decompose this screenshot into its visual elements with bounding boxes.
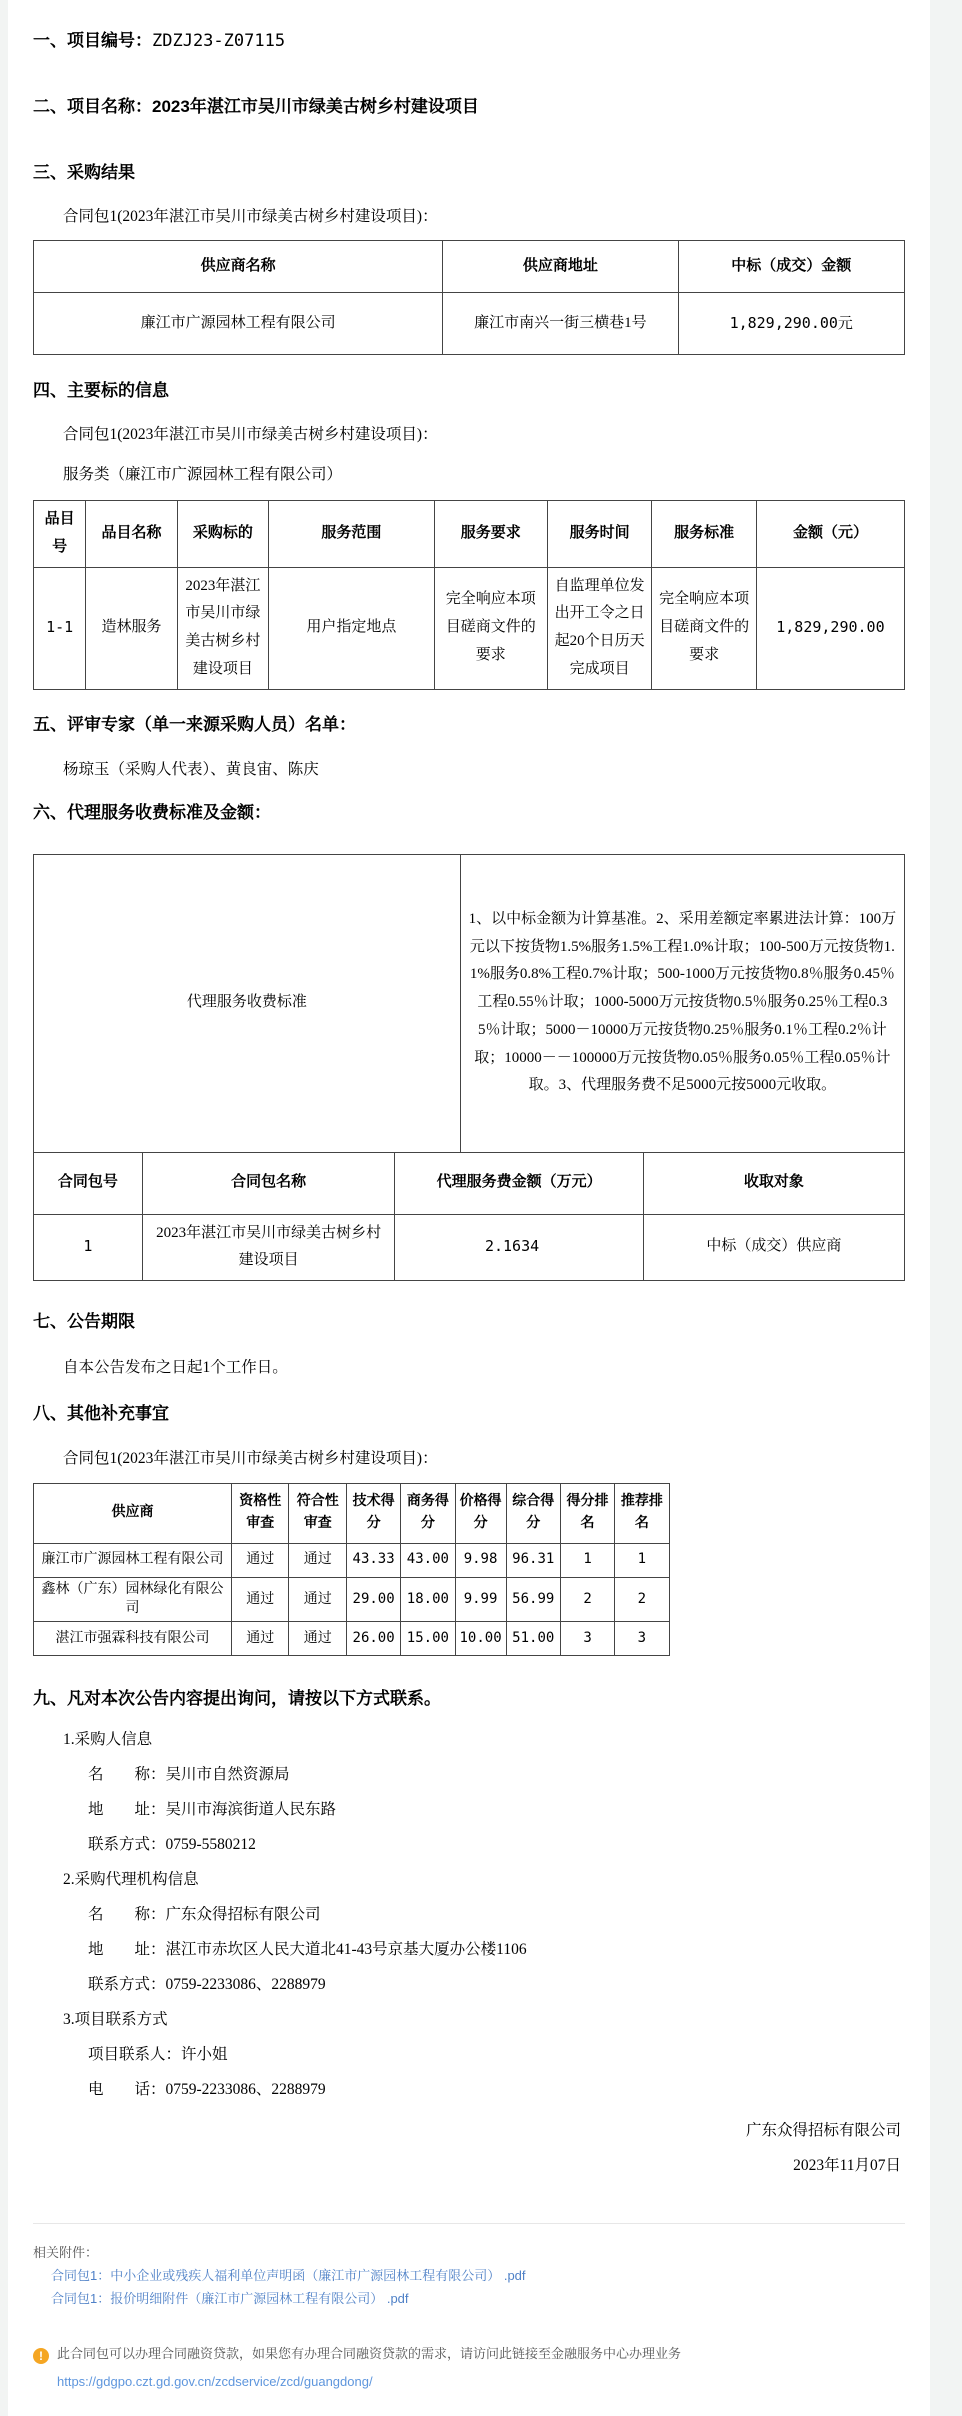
project-contact-person: 项目联系人：许小姐 [88,2045,228,2063]
review-qualification-cell: 通过 [232,1577,289,1621]
fee-col-package-name: 合同包名称 [142,1152,395,1214]
announcement-card [8,0,930,2416]
purchaser-info-label: 1.采购人信息 [63,1730,153,1748]
purchaser-name: 名 称：吴川市自然资源局 [88,1765,290,1783]
fee-package-name-cell: 2023年湛江市吴川市绿美古树乡村建设项目 [142,1214,395,1281]
result-package-line: 合同包1(2023年湛江市吴川市绿美古树乡村建设项目)： [63,208,438,225]
review-qualification-cell: 通过 [232,1621,289,1655]
warning-icon: ! [33,2348,49,2364]
review-col-total: 综合得分 [506,1484,560,1544]
project-name-value: 2023年湛江市吴川市绿美古树乡村建设项目 [152,97,479,116]
attachment-item [51,2264,905,2287]
review-score-rank-cell: 3 [560,1621,614,1655]
fee-col-payer: 收取对象 [643,1152,904,1214]
review-conformity-cell: 通过 [289,1621,346,1655]
review-col-price: 价格得分 [455,1484,506,1544]
review-technical-cell: 43.33 [346,1543,400,1577]
subject-col-standard: 服务标准 [652,501,757,568]
section-supplementary-heading: 八、其他补充事宜 [33,1404,169,1423]
review-recommend-rank-cell: 3 [615,1621,669,1655]
subject-col-item-name: 品目名称 [86,501,177,568]
item-name-cell: 造林服务 [86,567,177,689]
result-table [33,240,905,355]
finance-notice-url-row [57,2372,905,2392]
fee-col-fee-amount: 代理服务费金额（万元） [395,1152,643,1214]
agency-fee-header-row [34,1152,905,1214]
fee-amount-cell: 2.1634 [395,1214,643,1281]
review-total-cell: 96.31 [506,1543,560,1577]
subject-table-row [34,567,905,689]
review-technical-cell: 26.00 [346,1621,400,1655]
subject-category-line: 服务类（廉江市广源园林工程有限公司） [63,466,343,483]
result-col-award-amount: 中标（成交）金额 [678,241,904,293]
agency-phone: 联系方式：0759-2233086、2288979 [88,1975,326,1993]
purchaser-address: 地 址：吴川市海滨街道人民东路 [88,1800,337,1818]
section-notice-period-heading: 七、公告期限 [33,1312,135,1331]
attachment-item [51,2287,905,2310]
section-subject-info-heading: 四、主要标的信息 [33,381,169,400]
section-project-number [33,30,905,52]
review-score-rank-cell: 2 [560,1577,614,1621]
notice-period-body: 自本公告发布之日起1个工作日。 [63,1359,288,1376]
target-cell: 2023年湛江市吴川市绿美古树乡村建设项目 [177,567,268,689]
review-row-2 [34,1577,670,1621]
review-conformity-cell: 通过 [289,1577,346,1621]
agency-info-label: 2.采购代理机构信息 [63,1870,199,1888]
review-col-technical: 技术得分 [346,1484,400,1544]
attachments-label: 相关附件： [33,2244,99,2260]
standard-cell: 完全响应本项目磋商文件的要求 [652,567,757,689]
section-procurement-result-heading: 三、采购结果 [33,163,135,182]
agency-fee-standard-row [34,854,905,1152]
review-total-cell: 51.00 [506,1621,560,1655]
review-technical-cell: 29.00 [346,1577,400,1621]
review-price-cell: 9.98 [455,1543,506,1577]
review-supplier-cell: 廉江市广源园林工程有限公司 [34,1543,232,1577]
review-score-table [33,1483,670,1656]
section-project-name [33,96,905,118]
agency-fee-standard-table [33,854,905,1153]
signature-company: 广东众得招标有限公司 [745,2121,901,2139]
subject-table [33,500,905,690]
attachment-link-2[interactable]: 合同包1：报价明细附件（廉江市广源园林工程有限公司） .pdf [51,2290,409,2306]
review-business-cell: 18.00 [401,1577,455,1621]
review-score-rank-cell: 1 [560,1543,614,1577]
review-supplier-cell: 鑫林（广东）园林绿化有限公司 [34,1577,232,1621]
review-header-row [34,1484,670,1544]
section-experts-heading: 五、评审专家（单一来源采购人员）名单： [33,714,356,734]
review-business-cell: 43.00 [401,1543,455,1577]
review-row-1 [34,1543,670,1577]
review-col-recommend-rank: 推荐排名 [615,1484,669,1544]
result-table-header-row [34,241,905,293]
review-total-cell: 56.99 [506,1577,560,1621]
review-row-3 [34,1621,670,1655]
review-recommend-rank-cell: 1 [615,1543,669,1577]
finance-service-link[interactable]: https://gdgpo.czt.gd.gov.cn/zcdservice/zcd/guangdong/ [57,2373,373,2389]
result-table-row [34,293,905,355]
scope-cell: 用户指定地点 [269,567,434,689]
review-col-conformity: 符合性审查 [289,1484,346,1544]
review-col-score-rank: 得分排名 [560,1484,614,1544]
subject-col-time: 服务时间 [547,501,652,568]
review-supplier-cell: 湛江市强霖科技有限公司 [34,1621,232,1655]
experts-list: 杨琼玉（采购人代表）、黄良宙、陈庆 [63,760,319,778]
finance-notice-text: 此合同包可以办理合同融资贷款，如果您有办理合同融资贷款的需求，请访问此链接至金融服务中心办理业务 [57,2345,682,2361]
agency-address: 地 址：湛江市赤坎区人民大道北41-43号京基大厦办公楼1106 [88,1940,527,1958]
supplier-name-cell: 廉江市广源园林工程有限公司 [34,293,443,355]
subject-col-target: 采购标的 [177,501,268,568]
project-contact-label: 3.项目联系方式 [63,2010,168,2028]
signature-block [33,2113,901,2183]
section-agency-fee-heading: 六、代理服务收费标准及金额： [33,802,271,822]
agency-name: 名 称：广东众得招标有限公司 [88,1905,321,1923]
finance-notice [33,2344,905,2364]
signature-date: 2023年11月07日 [793,2156,901,2174]
fee-standard-label-cell: 代理服务收费标准 [34,854,461,1152]
fee-payer-cell: 中标（成交）供应商 [643,1214,904,1281]
review-recommend-rank-cell: 2 [615,1577,669,1621]
review-col-business: 商务得分 [401,1484,455,1544]
fee-package-no-cell: 1 [34,1214,143,1281]
review-business-cell: 15.00 [401,1621,455,1655]
subject-col-amount: 金额（元） [756,501,904,568]
requirement-cell: 完全响应本项目磋商文件的要求 [434,567,547,689]
review-col-supplier: 供应商 [34,1484,232,1544]
amount-cell: 1,829,290.00 [756,567,904,689]
review-price-cell: 9.99 [455,1577,506,1621]
review-qualification-cell: 通过 [232,1543,289,1577]
subject-table-header-row [34,501,905,568]
section-contact-heading: 九、凡对本次公告内容提出询问，请按以下方式联系。 [33,1688,441,1708]
project-contact-phone: 电 话：0759-2233086、2288979 [88,2080,326,2098]
result-col-supplier-name: 供应商名称 [34,241,443,293]
award-amount-cell: 1,829,290.00元 [678,293,904,355]
attachment-link-1[interactable]: 合同包1：中小企业或残疾人福利单位声明函（廉江市广源园林工程有限公司） .pdf [51,2267,526,2283]
result-col-supplier-address: 供应商地址 [443,241,678,293]
review-col-qualification: 资格性审查 [232,1484,289,1544]
subject-col-item-no: 品目号 [34,501,86,568]
review-price-cell: 10.00 [455,1621,506,1655]
subject-col-requirement: 服务要求 [434,501,547,568]
footer [33,2223,905,2392]
project-number-value: ZDZJ23-Z07115 [152,31,286,51]
fee-col-package-no: 合同包号 [34,1152,143,1214]
project-name-label: 二、项目名称： [33,97,152,116]
subject-package-line: 合同包1(2023年湛江市吴川市绿美古树乡村建设项目)： [63,426,438,443]
review-conformity-cell: 通过 [289,1543,346,1577]
supplementary-package-line: 合同包1(2023年湛江市吴川市绿美古树乡村建设项目)： [63,1450,438,1467]
fee-standard-text-cell: 1、以中标金额为计算基准。2、采用差额定率累进法计算：100万元以下按货物1.5%服务1.5%工程1.0%计取；100-500万元按货物1.1%服务0.8%工程0.7%计取；500-1000万元按货物0.8％服务0.45％工程0.55％计取；1000-5000万元按货物0.5％服务0.25％工程0.35％计取；5000－10000万元按货物0.25％服务0.1％工程0.2％计取；10000－－100000万元按货物0.05％服务0.05％工程0.05％计取。3、代理服务费不足5000元按5000元收取。 [460,854,904,1152]
time-cell: 自监理单位发出开工令之日起20个日历天完成项目 [547,567,652,689]
item-no-cell: 1-1 [34,567,86,689]
subject-col-scope: 服务范围 [269,501,434,568]
agency-fee-detail-table [33,1152,905,1282]
purchaser-phone: 联系方式：0759-5580212 [88,1835,256,1853]
supplier-address-cell: 廉江市南兴一街三横巷1号 [443,293,678,355]
agency-fee-row [34,1214,905,1281]
project-number-label: 一、项目编号： [33,31,152,50]
